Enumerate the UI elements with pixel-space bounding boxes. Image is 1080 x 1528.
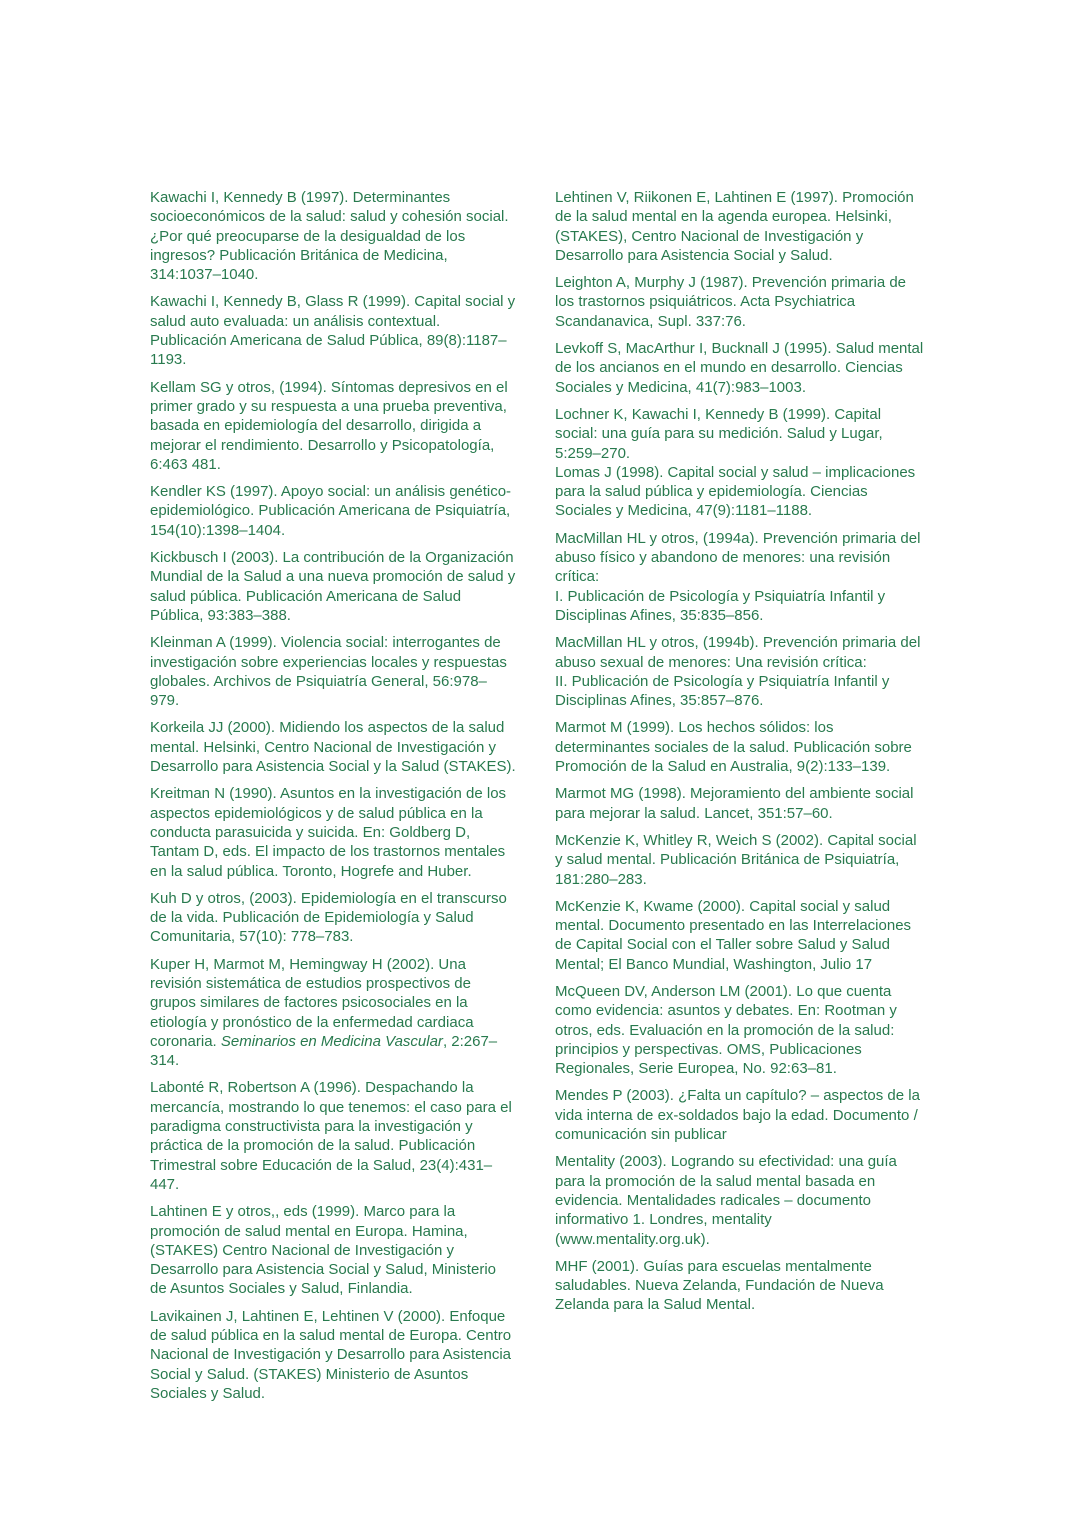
reference-item	[150, 718, 516, 776]
reference-item	[150, 1078, 516, 1194]
references-column-left	[150, 188, 516, 1411]
reference-text: , 2:267–314.	[150, 1032, 498, 1070]
references-column-right	[555, 188, 927, 1323]
reference-item	[555, 188, 927, 265]
reference-text: Kawachi I, Kennedy B, Glass R (1999). Capital social y salud auto evaluada: un análisis contextual. Publicación Americana de Salud Pública, 89(8):1187– 1193.	[150, 293, 516, 369]
reference-text: Labonté R, Robertson A (1996). Despachando la mercancía, mostrando lo que tenemos: el caso para el paradigma constructivista para la investigación y práctica de la promoción de la salud. Publicación Trimestral sobre Educación de la Salud, 23(4):431–447.	[150, 1079, 512, 1193]
reference-item	[150, 482, 516, 540]
reference-text: II. Publicación de Psicología y Psiquiatría Infantil y Disciplinas Afines, 35:857–876.	[555, 672, 890, 710]
reference-text: Leighton A, Murphy J (1987). Prevención primaria de los trastornos psiquiátricos. Acta Psychiatrica Scandanavica, Supl. 337:76.	[555, 274, 907, 330]
reference-text: Lomas J (1998). Capital social y salud – implicaciones para la salud pública y epidemiología. Ciencias Sociales y Medicina, 47(9):1181–1188.	[555, 463, 916, 520]
reference-item	[150, 1307, 516, 1403]
reference-item	[555, 273, 927, 331]
reference-item	[150, 784, 516, 880]
reference-text: Korkeila JJ (2000). Midiendo los aspectos de la salud mental. Helsinki, Centro Nacional de Investigación y Desarrollo para Asistencia Social y la Salud (STAKES).	[150, 719, 516, 776]
reference-item	[150, 548, 516, 625]
reference-item	[555, 633, 927, 710]
reference-text: Mentality (2003). Logrando su efectividad: una guía para la promoción de la salud mental basada en evidencia. Mentalidades radicales – documento informativo 1. Londres, mentality (www.mentality.org.uk).	[555, 1153, 897, 1248]
reference-text: Marmot M (1999). Los hechos sólidos: los determinantes sociales de la salud. Publicación sobre Promoción de la Salud en Australia, 9(2):133–139.	[555, 719, 912, 776]
reference-text: Marmot MG (1998). Mejoramiento del ambiente social para mejorar la salud. Lancet, 351:57–60.	[555, 785, 914, 822]
reference-text: MHF (2001). Guías para escuelas mentalmente saludables. Nueva Zelanda, Fundación de Nueva Zelanda para la Salud Mental.	[555, 1257, 884, 1314]
reference-text: Lavikainen J, Lahtinen E, Lehtinen V (2000). Enfoque de salud pública en la salud mental de Europa. Centro Nacional de Investigación y Desarrollo para Asistencia Social y Salud. (STAKES) Ministerio de Asuntos Sociales y Salud.	[150, 1307, 512, 1402]
reference-text: Kellam SG y otros, (1994). Síntomas depresivos en el primer grado y su respuesta a una prueba preventiva, basada en epidemiología del desarrollo, dirigida a mejorar el rendimiento. Desarrollo y Psicopatología, 6:463 481.	[150, 378, 508, 473]
reference-item	[555, 339, 927, 397]
reference-item	[150, 633, 516, 710]
reference-text: Kickbusch I (2003). La contribución de la Organización Mundial de la Salud a una nueva promoción de salud y salud pública. Publicación Americana de Salud Pública, 93:383–388.	[150, 549, 516, 624]
reference-text: McQueen DV, Anderson LM (2001). Lo que cuenta como evidencia: asuntos y debates. En: Rootman y otros, eds. Evaluación en la promoción de la salud: principios y perspectivas. OMS, Publicaciones Regionales, Serie Europea, No. 92:63–81.	[555, 982, 897, 1078]
reference-item	[555, 831, 927, 889]
reference-text: I. Publicación de Psicología y Psiquiatría Infantil y Disciplinas Afines, 35:835–856.	[555, 587, 886, 624]
reference-text: Kreitman N (1990). Asuntos en la investigación de los aspectos epidemiológicos y de salud pública en la conducta parasuicida y suicida. En: Goldberg D, Tantam D, eds. El impacto de los trastornos mentales en la salud pública. Toronto, Hogrefe and Huber.	[150, 785, 507, 880]
reference-item	[555, 982, 927, 1078]
reference-text: Lehtinen V, Riikonen E, Lahtinen E (1997). Promoción de la salud mental en la agenda europea. Helsinki, (STAKES), Centro Nacional de Investigación y Desarrollo para Asistencia Social y Salud.	[555, 189, 914, 264]
reference-item	[555, 784, 927, 823]
reference-item	[150, 1202, 516, 1298]
reference-text: Levkoff S, MacArthur I, Bucknall J (1995). Salud mental de los ancianos en el mundo en desarrollo. Ciencias Sociales y Medicina, 41(7):983–1003.	[555, 340, 924, 396]
reference-text: MacMillan HL y otros, (1994a). Prevención primaria del abuso físico y abandono de menores: una revisión crítica:	[555, 529, 921, 586]
reference-text: Kuh D y otros, (2003). Epidemiología en el transcurso de la vida. Publicación de Epidemiología y Salud Comunitaria, 57(10): 778–783.	[150, 889, 507, 946]
reference-text: Mendes P (2003). ¿Falta un capítulo? – aspectos de la vida interna de ex-soldados bajo la edad. Documento / comunicación sin publicar	[555, 1087, 920, 1144]
reference-journal-title-italic: Seminarios en Medicina Vascular	[220, 1032, 443, 1050]
reference-item	[150, 889, 516, 947]
reference-text: Kendler KS (1997). Apoyo social: un análisis genético-epidemiológico. Publicación Americana de Psiquiatría, 154(10):1398–1404.	[150, 483, 512, 539]
reference-text: Kuper H, Marmot M, Hemingway H (2002). Una revisión sistemática de estudios prospectivos de grupos similares de factores psicosociales en la etiología y pronóstico de la enfermedad cardiaca coronaria.	[150, 955, 474, 1050]
reference-item	[555, 529, 927, 625]
reference-text: Lahtinen E y otros,, eds (1999). Marco para la promoción de salud mental en Europa. Hamina, (STAKES) Centro Nacional de Investigación y Desarrollo para Asistencia Social y Salud, Ministerio de Asuntos Sociales y Salud, Finlandia.	[150, 1203, 496, 1298]
reference-item	[555, 718, 927, 776]
reference-item	[555, 405, 927, 521]
reference-item	[150, 955, 516, 1071]
reference-text: Lochner K, Kawachi I, Kennedy B (1999). Capital social: una guía para su medición. Salud y Lugar, 5:259–270.	[555, 405, 883, 462]
reference-item	[555, 1086, 927, 1144]
reference-item	[555, 897, 927, 974]
reference-item	[150, 292, 516, 369]
reference-text: McKenzie K, Kwame (2000). Capital social y salud mental. Documento presentado en las Interrelaciones de Capital Social con el Taller sobre Salud y Salud Mental; El Banco Mundial, Washington, Julio 17	[555, 897, 912, 973]
reference-item	[150, 378, 516, 474]
reference-text: MacMillan HL y otros, (1994b). Prevención primaria del abuso sexual de menores: Una revisión crítica:	[555, 634, 921, 671]
reference-text: Kawachi I, Kennedy B (1997). Determinantes socioeconómicos de la salud: salud y cohesión social. ¿Por qué preocuparse de la desigualdad de los ingresos? Publicación Británica de Medicina, 314:1037–1040.	[150, 189, 509, 284]
reference-text: McKenzie K, Whitley R, Weich S (2002). Capital social y salud mental. Publicación Británica de Psiquiatría, 181:280–283.	[555, 831, 917, 888]
reference-item	[555, 1257, 927, 1315]
reference-text: Kleinman A (1999). Violencia social: interrogantes de investigación sobre experiencias locales y respuestas globales. Archivos de Psiquiatría General, 56:978–979.	[150, 634, 507, 710]
reference-item	[150, 188, 516, 284]
reference-item	[555, 1152, 927, 1248]
